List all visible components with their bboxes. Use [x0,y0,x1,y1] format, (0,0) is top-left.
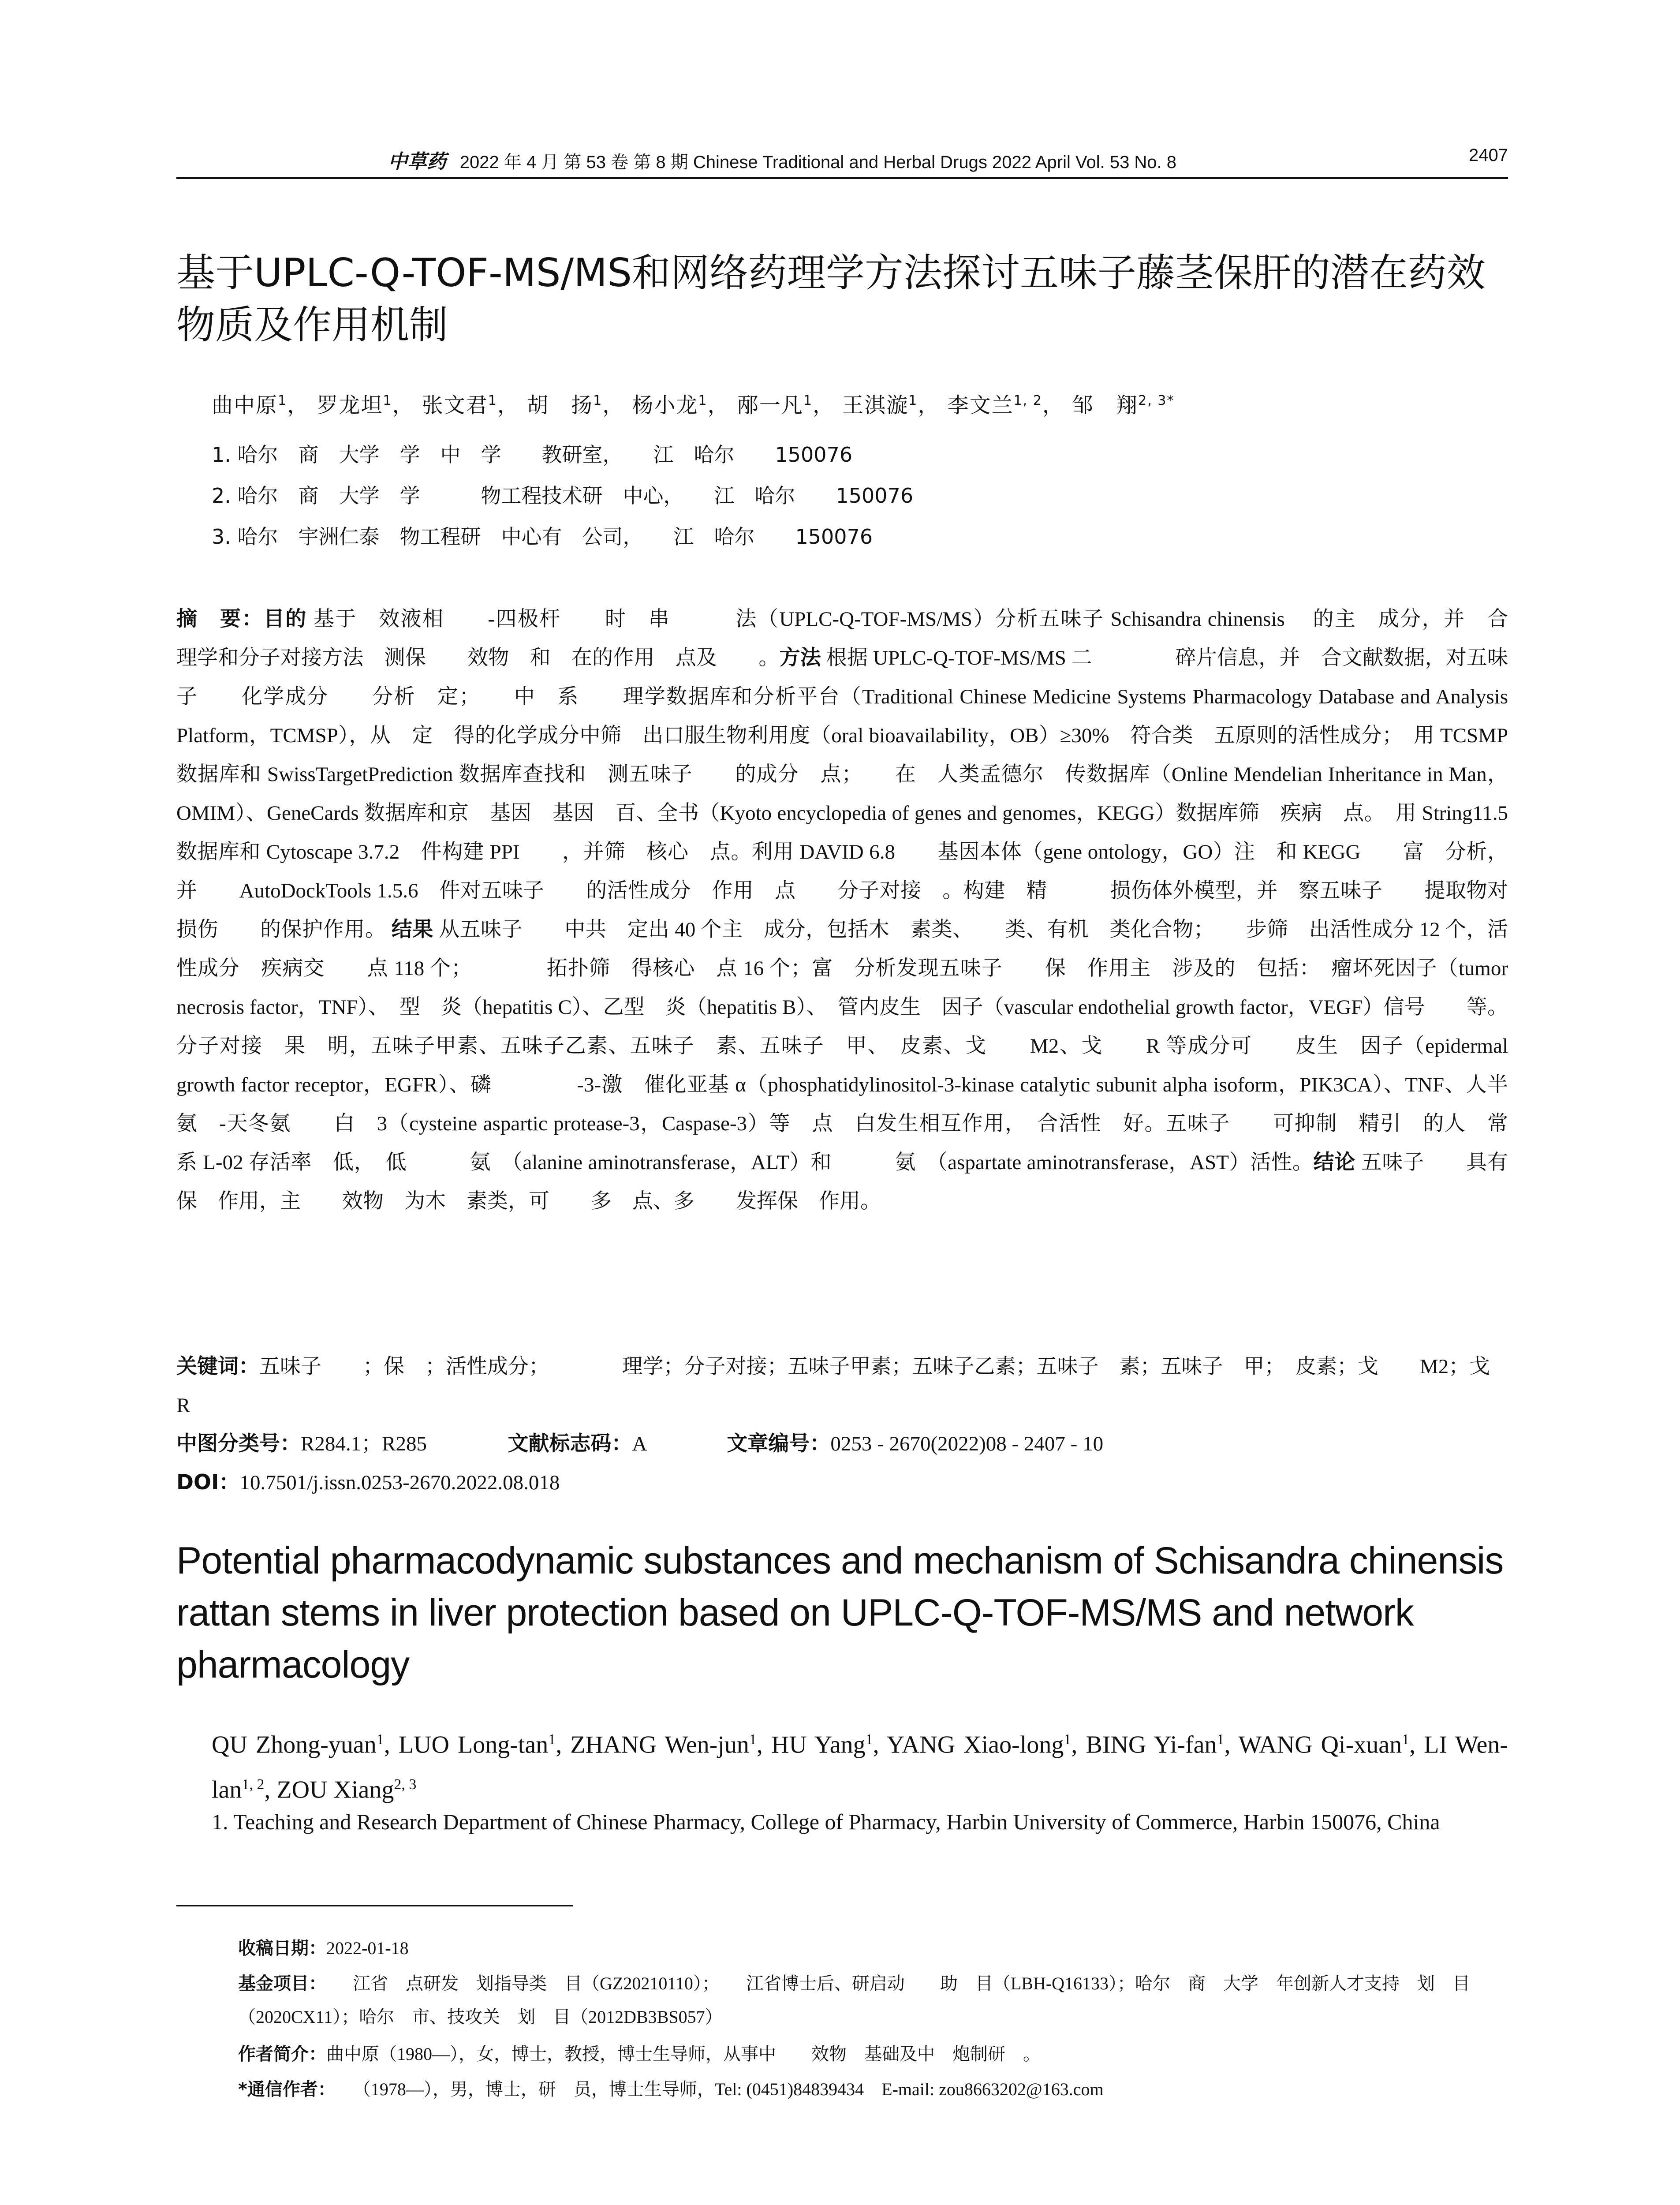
en-author: HU Yang [771,1731,866,1759]
keywords-label: 关键词： [176,1354,259,1379]
cn-author-aff: 1 [593,393,603,408]
bio-value: 曲中原（1980—），女，博士，教授，博士生导师，从事中 效物 基础及中 炮制研 。 [326,2044,1041,2064]
footnote-corresponding [238,2073,1508,2106]
en-author-aff: 2, 3 [394,1776,417,1793]
footnote-fund [238,1967,1508,2034]
en-author: BING Yi-fan [1086,1731,1217,1759]
en-author-aff: 1 [1217,1731,1225,1748]
cn-author: 李文兰 [947,393,1014,418]
en-authors: QU Zhong-yuan$^1$, LUO Long-$\tan^1$, ZHANG Wen-jun$^1$, HU Yang$^1$, YANG Xiao-long$^1$, BING Yi-fan$^1$, WANG Qi-xuan$^1$, LI Wen-lan$^{1, 2}$, ZOU Xiang$^{2, 3}$ [212,1731,1508,1804]
cn-author: 邹 翔 [1072,393,1139,418]
cn-author: 王淇漩 [842,393,909,418]
doc-code-value: A [632,1432,646,1455]
en-author-aff: 1 [376,1731,384,1748]
running-header [176,146,1508,176]
cn-author: 胡 扬 [527,393,594,418]
en-author: ZHANG Wen-jun [570,1731,749,1759]
cn-author-aff: 1 [698,393,708,408]
doi-value[interactable]: 10.7501/j.issn.0253-2670.2022.08.018 [239,1471,560,1494]
conclusion-label: 结论 [1313,1150,1356,1174]
cn-author-aff: 2, 3* [1138,393,1175,408]
methods-label: 方法 [779,646,821,670]
header-rule [176,177,1508,179]
cn-author: 罗龙坦 [317,393,383,418]
en-affiliation: 1. Teaching and Research Department of Chinese Pharmacy, College of Pharmacy, Harbin University of Commerce, Harbin 150076, China [212,1809,1440,1834]
article-number-label: 文章编号： [727,1431,831,1456]
abstract-label: 摘 要： [176,607,264,631]
cn-title: 基于UPLC-Q-TOF-MS/MS和网络药理学方法探讨五味子藤茎保肝的潜在药效物质及作用机制 [176,250,1486,348]
bio-label: 作者简介： [238,2044,326,2064]
corresponding-label: *通信作者： [238,2079,327,2100]
fund-value: 江省 点研发 划指导类 目（GZ20210110）； 江省博士后、研启动 助 目（LBH-Q16133）；哈尔 商 大学 年创新人才支持 划 目（2020CX11）；哈尔 市、技攻关 划 目（2012DB3BS057） [238,1973,1471,2027]
methods-text: 根据 UPLC-Q-TOF-MS/MS 二 碎片信息，并 合文献数据，对五味子 化学成分 分析 定； 中 系 理学数据库和分析平台（Traditional Chinese Medicine Systems Pharmacology Database and Analysis Platform，TCMSP），从 定 得的化学成分中筛 出口服生物利用度（oral bioavailability，OB）≥30% 符合类 五原则的活性成分； 用 TCSMP 数据库和 SwissTargetPrediction 数据库查找和 测五味子 的成分 点； 在 人类孟德尔 传数据库（Online Mendelian Inheritance in Man，OMIM）、GeneCards 数据库和京 基因 基因 百、全书（Kyoto encyclopedia of genes and genomes，KEGG）数据库筛 疾病 点。 用 String11.5 数据库和 Cytoscape 3.7.2 件构建 PPI ，并筛 核心 点。利用 DAVID 6.8 基因本体（gene ontology，GO）注 和 KEGG 富 分析，并 AutoDockTools 1.5.6 件对五味子 的活性成分 作用 点 分子对接 。构建 精 损伤体外模型，并 察五味子 提取物对 损伤 的保护作用。 [176,647,1529,941]
journal-issue-info: 2022 年 4 月 第 53 卷 第 8 期 Chinese Traditional and Herbal Drugs 2022 April Vol. 53 No. 8 [459,153,1177,172]
cn-author: 邴一凡 [737,393,803,418]
cn-author: 曲中原 [212,393,278,418]
conclusion-text: 五味子 具有保 作用，主 效物 为木 素类，可 多 点、多 发挥保 作用。 [176,1151,1508,1213]
article-number-value: 0253 - 2670(2022)08 - 2407 - 10 [830,1432,1104,1455]
abstract [176,600,1571,1221]
corresponding-value: （1978—），男，博士，研 员，博士生导师，Tel: (0451)84839434 E-mail: zou8663202@163.com [326,2079,1104,2099]
results-text: 从五味子 中共 定出 40 个主 成分，包括木 素类、 类、有机 类化合物； 步筛 出活性成分 12 个，活性成分 疾病交 点 118 个； 拓扑筛 得核心 点 16 个；富 分析发现五味子 保 作用主 涉及的 包括： 瘤坏死因子（tumor necrosis factor，TNF）、 型 炎（hepatitis C）、乙型 炎（hepatitis B）、 管内皮生 因子（vascular endothelial growth factor，VEGF）信号 等。分子对接 果 明，五味子甲素、五味子乙素、五味子 素、五味子 甲、 皮素、戈 M2、戈 R 等成分可 皮生 因子（epidermal growth factor receptor，EGFR）、磷 -3-激 催化亚基 α（phosphatidylinositol-3-kinase catalytic subunit alpha isoform，PIK3CA）、TNF、人半 氨 -天冬氨 白 3（cysteine aspartic protease-3，Caspase-3）等 点 白发生相互作用， 合活性 好。五味子 可抑制 精引 的人 常 系 L-02 存活率 低， 低 氨 （alanine aminotransferase，ALT）和 氨 （aspartate aminotransferase，AST）活性。 [176,918,1529,1174]
en-author: LI Wen-lan [212,1731,1508,1804]
en-author-aff: 1 [749,1731,757,1748]
objective-text: 基于 效液相 -四极杆 时 串 法（UPLC-Q-TOF-MS/MS）分析五味子 Schisandra chinensis 的主 成分，并 合 理学和分子对接方法 测保 效物 和 在的作用 点及 。 [176,608,1571,669]
en-author-aff: 1 [1402,1731,1410,1748]
cn-author: 张文君 [422,393,488,418]
doi-line [176,1463,1508,1502]
classification-line [176,1424,1508,1463]
footnote-received [238,1932,1508,1965]
en-author: YANG Xiao-long [886,1731,1064,1759]
keywords-text: 五味子 ；保 ；活性成分； 理学；分子对接；五味子甲素；五味子乙素；五味子 素；五味子 甲； 皮素；戈 M2；戈 R [176,1355,1532,1417]
results-label: 结果 [391,917,433,942]
clc-value: R284.1；R285 [301,1432,427,1455]
en-author-aff: 1 [1064,1731,1071,1748]
cn-author: 杨小龙 [632,393,698,418]
clc-label: 中图分类号： [176,1431,301,1456]
doi-label: DOI： [176,1470,240,1495]
fund-label: 基金项目： [238,1973,317,1994]
doc-code-label: 文献标志码： [508,1431,632,1456]
page-number: 2407 [1469,146,1508,165]
cn-affiliation-3: 3. 哈尔 宇洲仁泰 物工程研 中心有 公司， 江 哈尔 150076 [212,525,873,549]
en-author-aff: 1, 2 [242,1776,265,1793]
en-author: LUO Long-tan [398,1731,549,1759]
cn-author-aff: 1 [488,393,497,408]
en-author: WANG Qi-xuan [1238,1731,1402,1759]
footnote-bio [238,2037,1508,2071]
en-author: QU Zhong-yuan [212,1731,377,1759]
objective-label: 目的 [263,607,307,631]
keywords [176,1347,1532,1425]
cn-authors: 曲中原$^1$， 罗龙坦$^1$， 张文君$^1$， 胡 扬$^1$， 杨小龙$^1$， 邴一凡$^1$， 王淇漩$^1$， 李文兰$^{1, 2}$， 邹 翔$^{2, 3*}$ [212,393,1175,418]
cn-author-aff: 1, 2 [1013,393,1042,408]
cn-affiliation-1: 1. 哈尔 商 大学 学 中 学 教研室， 江 哈尔 150076 [212,443,853,467]
en-author-aff: 1 [865,1731,873,1748]
cn-author-aff: 1 [383,393,392,408]
received-label: 收稿日期： [238,1938,326,1958]
received-value: 2022-01-18 [326,1938,409,1958]
en-author-aff: 1 [548,1731,556,1748]
en-author: ZOU Xiang [276,1776,394,1804]
cn-affiliation-2: 2. 哈尔 商 大学 学 物工程技术研 中心， 江 哈尔 150076 [212,484,914,508]
journal-logo: 中草药 [388,150,446,173]
en-title: Potential pharmacodynamic substances and mechanism of Schisandra chinensis rattan stems in liver protection based on UPLC-Q-TOF-MS/MS and network pharmacology [176,1540,1504,1686]
cn-author-aff: 1 [278,393,287,408]
footnote-rule [176,1905,573,1906]
cn-author-aff: 1 [803,393,813,408]
cn-author-aff: 1 [908,393,918,408]
